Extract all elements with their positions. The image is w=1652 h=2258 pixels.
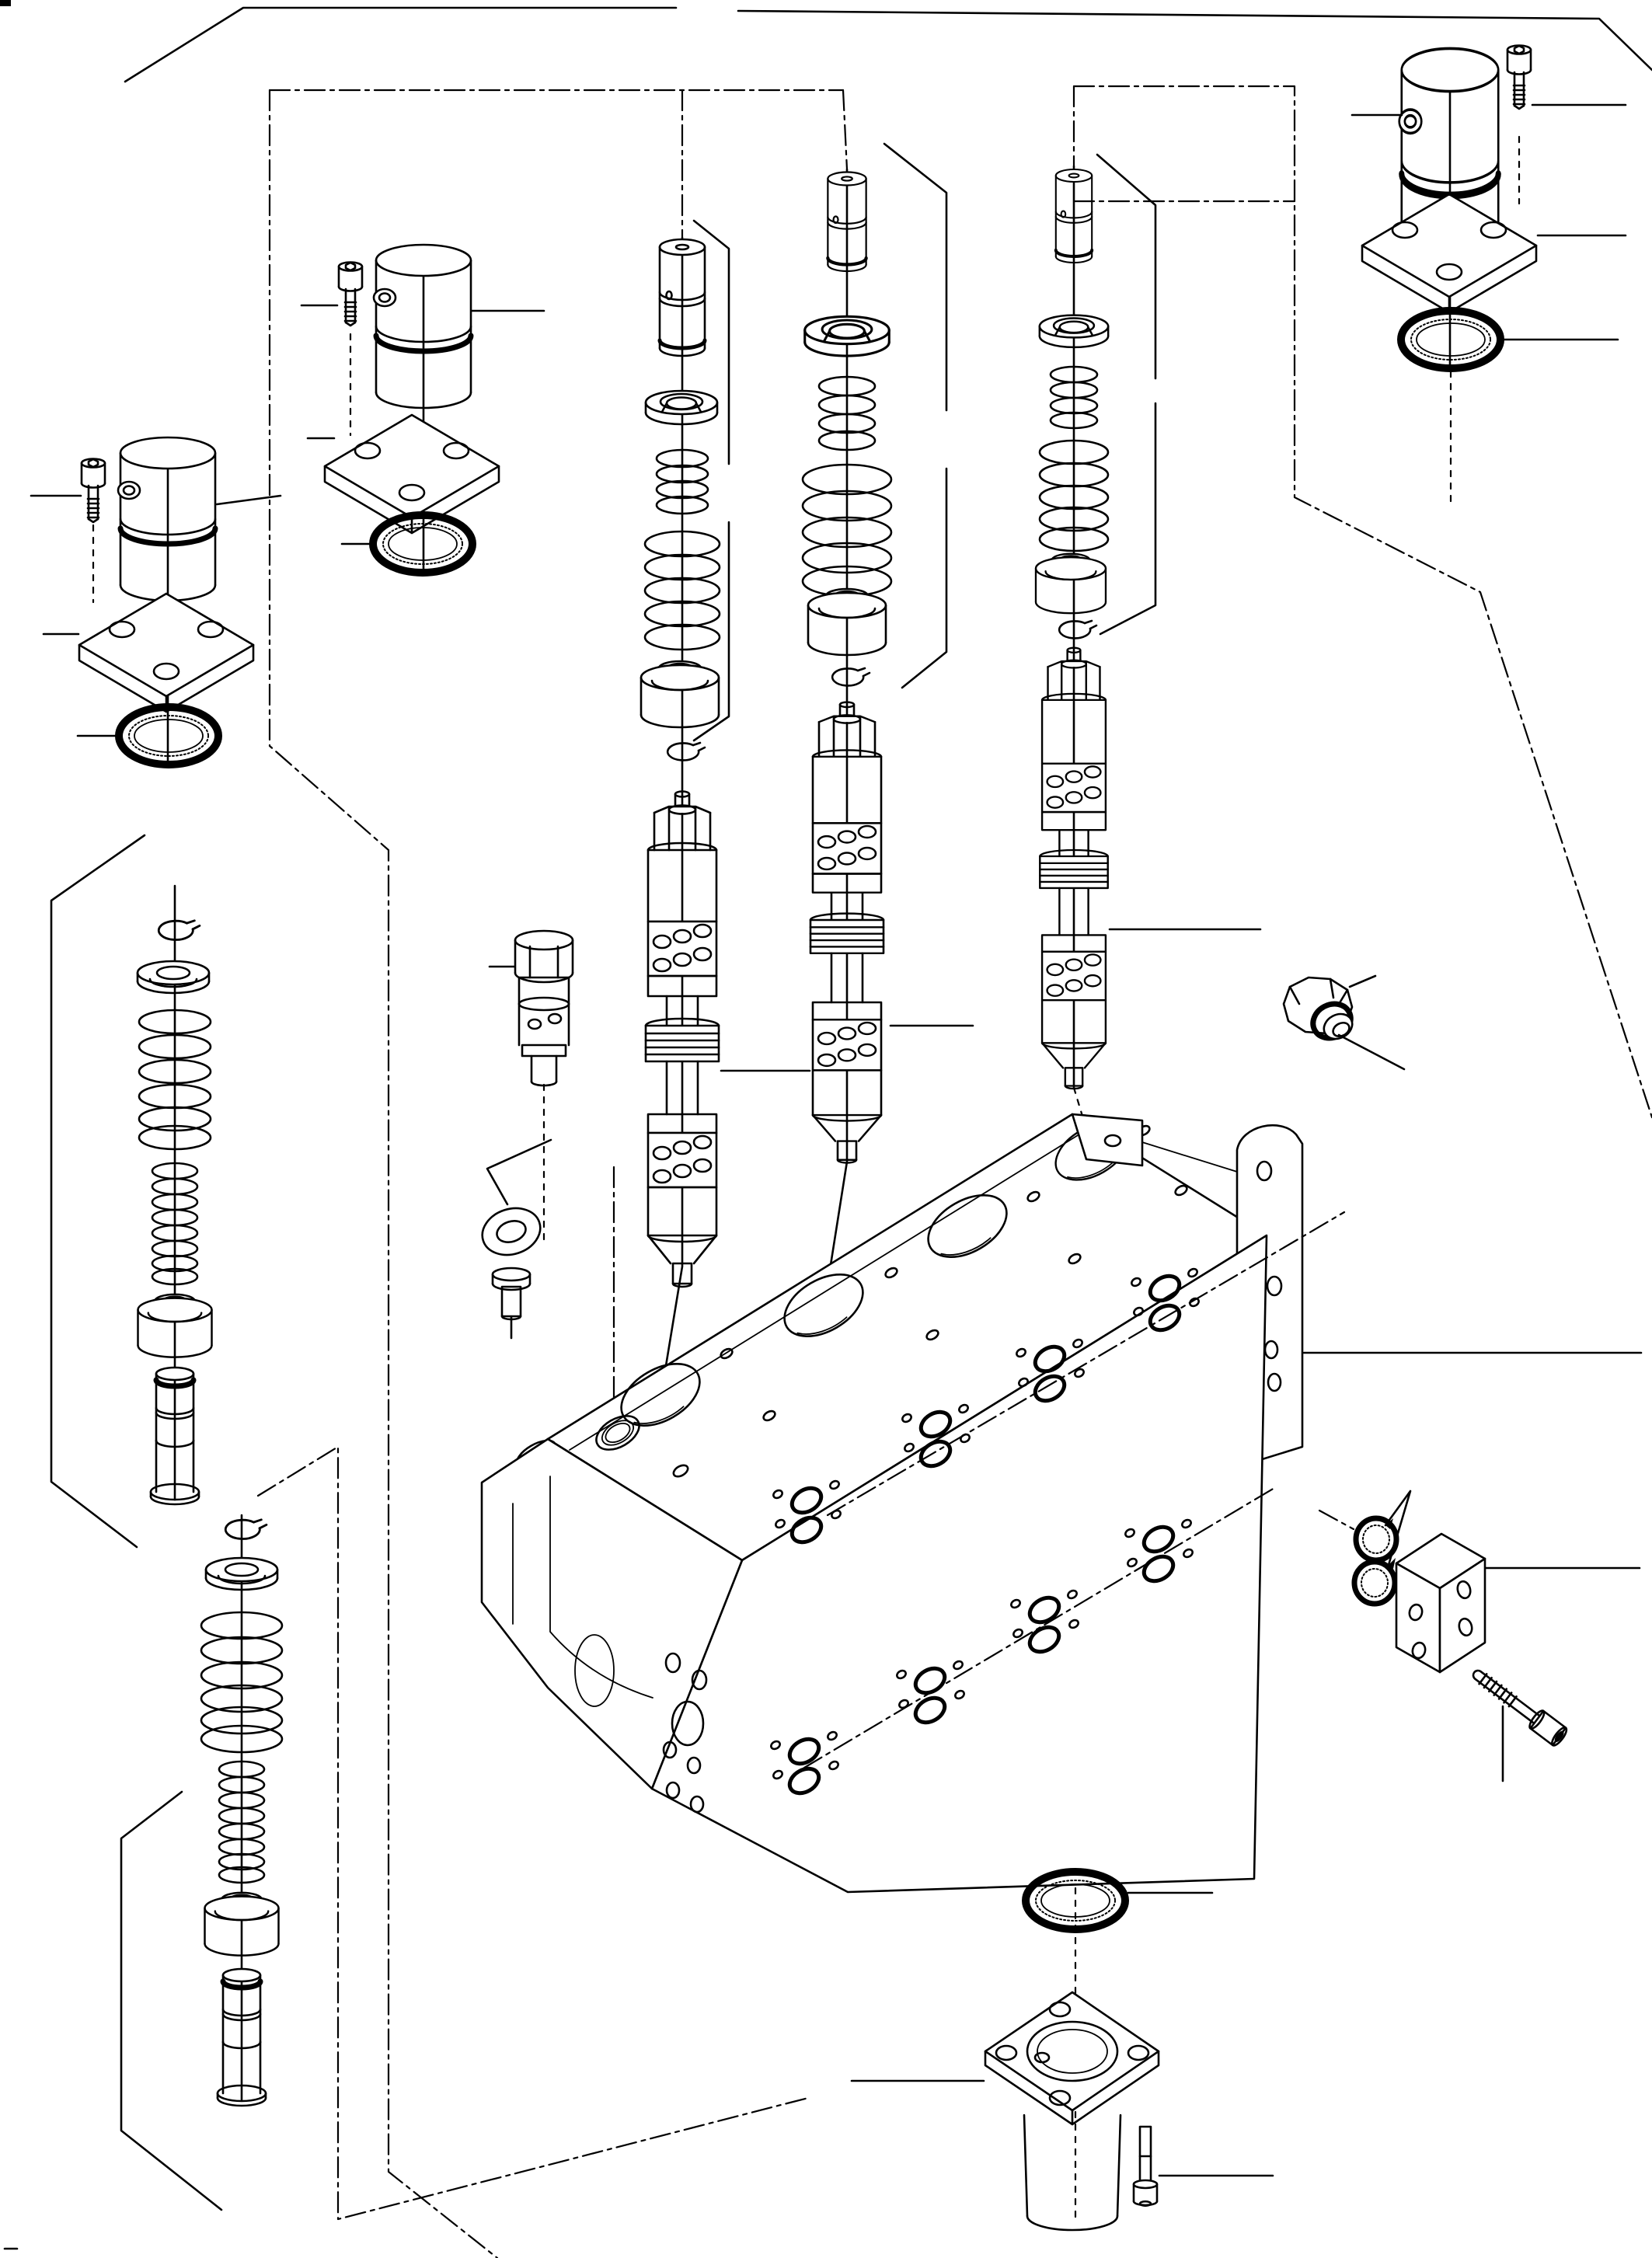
page-corner-mark xyxy=(0,0,11,6)
bottom-cover-cup xyxy=(985,1992,1159,2230)
socket-bolt-icon xyxy=(1507,46,1531,110)
spool-column-3 xyxy=(1036,169,1108,1089)
snap-ring-icon xyxy=(832,668,870,685)
spring-seat xyxy=(641,661,719,727)
snap-ring-icon xyxy=(667,743,705,760)
snap-ring-icon xyxy=(1059,621,1096,638)
pilot-cap-body xyxy=(118,437,215,601)
relief-valve xyxy=(515,931,573,1085)
long-socket-bolt xyxy=(1468,1664,1569,1748)
spring-seat-washer xyxy=(138,961,209,993)
hex-plug xyxy=(1284,977,1357,1044)
socket-bolt-icon xyxy=(82,459,105,523)
socket-bolt-small xyxy=(1134,2127,1157,2206)
valve-body xyxy=(482,1111,1344,1892)
snap-ring-icon xyxy=(159,921,200,940)
cap-flange xyxy=(79,594,253,712)
bottom-cover-group xyxy=(985,1872,1159,2230)
part-centerlines xyxy=(93,74,1519,2221)
cap-flange xyxy=(1362,194,1536,312)
spool-column-1 xyxy=(641,239,720,1287)
pilot-cap-assembly-left xyxy=(79,437,253,765)
spring-seat xyxy=(1036,554,1106,614)
eye-bolt xyxy=(476,1201,546,1319)
pilot-cap-body xyxy=(374,245,471,408)
end-cover-block-group xyxy=(1319,1491,1569,1748)
end-cover-block xyxy=(1396,1534,1485,1672)
snap-ring-icon xyxy=(225,1520,267,1539)
socket-bolt-icon xyxy=(339,263,362,326)
